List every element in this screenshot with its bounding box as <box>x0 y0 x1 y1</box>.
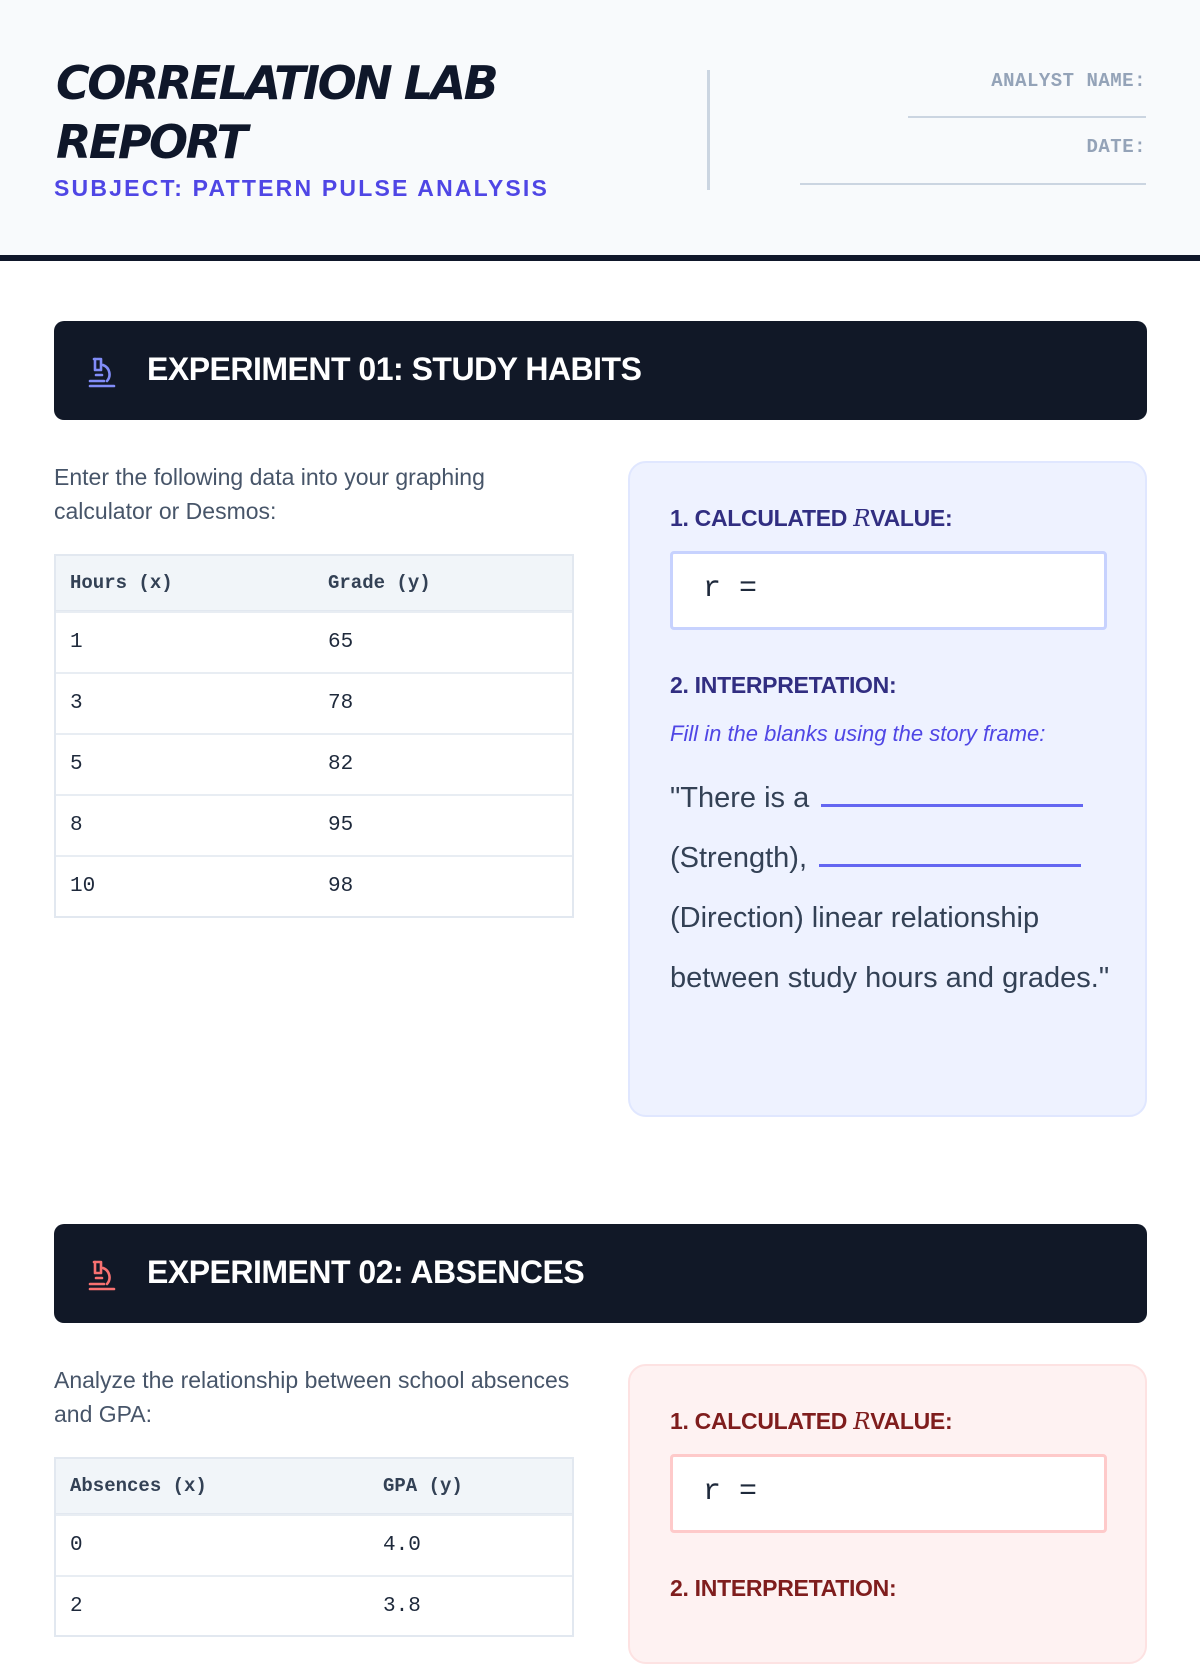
experiment-01-data-table <box>54 554 574 918</box>
interpretation-heading: 2. INTERPRETATION: <box>670 1575 897 1601</box>
date-label: DATE: <box>1086 136 1146 158</box>
r-value-heading <box>670 1408 952 1435</box>
title-line-1: CORRELATION LAB <box>56 56 497 110</box>
table-row <box>56 855 572 916</box>
heading-prefix: 1. CALCULATED <box>670 1408 854 1434</box>
experiment-01-header <box>54 321 1147 420</box>
r-value-heading <box>670 505 952 532</box>
r-prefix: r = <box>703 572 758 606</box>
table-cell: 3 <box>70 692 83 715</box>
table-cell: 95 <box>328 814 354 837</box>
experiment-02-answer-panel <box>628 1364 1147 1664</box>
table-cell: 5 <box>70 753 83 776</box>
table-cell: 98 <box>328 875 354 898</box>
experiment-02-title: EXPERIMENT 02: ABSENCES <box>147 1254 585 1290</box>
table-cell: 10 <box>70 875 96 898</box>
experiment-01-answer-panel <box>628 461 1147 1117</box>
table-cell: 2 <box>70 1595 83 1618</box>
analyst-name-label: ANALYST NAME: <box>991 70 1146 92</box>
experiment-01-intro: Enter the following data into your graphing calculator or Desmos: <box>54 464 485 524</box>
heading-suffix: VALUE: <box>870 1408 953 1434</box>
story-part-2: (Strength), <box>670 842 807 874</box>
story-frame-hint: Fill in the blanks using the story frame: <box>670 721 1046 746</box>
r-prefix: r = <box>703 1475 758 1509</box>
heading-suffix: VALUE: <box>870 505 953 531</box>
r-variable: R <box>853 1409 871 1435</box>
story-frame <box>670 768 1110 1008</box>
report-title <box>56 54 656 172</box>
table-cell: 82 <box>328 753 354 776</box>
direction-blank[interactable] <box>819 842 1081 867</box>
header-divider <box>707 70 710 190</box>
r-value-input[interactable] <box>670 1454 1107 1533</box>
column-header: Grade (y) <box>328 572 431 594</box>
experiment-01-title: EXPERIMENT 01: STUDY HABITS <box>147 351 642 387</box>
microscope-icon <box>82 351 122 391</box>
strength-blank[interactable] <box>821 782 1083 807</box>
story-part-1: "There is a <box>670 782 810 814</box>
experiment-02-intro: Analyze the relationship between school absences and GPA: <box>54 1367 570 1427</box>
analyst-name-field[interactable] <box>908 116 1146 118</box>
story-part-3: (Direction) linear relationship between study hours and grades." <box>670 902 1110 994</box>
column-header: GPA (y) <box>383 1475 463 1497</box>
table-header-row <box>56 556 572 611</box>
title-line-2: REPORT <box>56 115 246 169</box>
table-cell: 0 <box>70 1534 83 1557</box>
interpretation-heading: 2. INTERPRETATION: <box>670 672 897 698</box>
table-header-row <box>56 1459 572 1514</box>
column-header: Absences (x) <box>70 1475 207 1497</box>
table-row <box>56 1514 572 1575</box>
experiment-02-data-table <box>54 1457 574 1637</box>
column-header: Hours (x) <box>70 572 173 594</box>
experiment-02-header <box>54 1224 1147 1323</box>
table-row <box>56 794 572 855</box>
table-cell: 4.0 <box>383 1534 421 1557</box>
r-value-input[interactable] <box>670 551 1107 630</box>
table-cell: 1 <box>70 631 83 654</box>
table-row <box>56 733 572 794</box>
table-row <box>56 611 572 672</box>
table-cell: 65 <box>328 631 354 654</box>
table-row <box>56 1575 572 1636</box>
report-header <box>0 0 1200 261</box>
date-field[interactable] <box>800 183 1146 185</box>
report-subject: SUBJECT: PATTERN PULSE ANALYSIS <box>54 175 550 201</box>
table-row <box>56 672 572 733</box>
heading-prefix: 1. CALCULATED <box>670 505 854 531</box>
microscope-icon <box>82 1254 122 1294</box>
table-cell: 8 <box>70 814 83 837</box>
table-cell: 3.8 <box>383 1595 421 1618</box>
r-variable: R <box>853 506 871 532</box>
table-cell: 78 <box>328 692 354 715</box>
